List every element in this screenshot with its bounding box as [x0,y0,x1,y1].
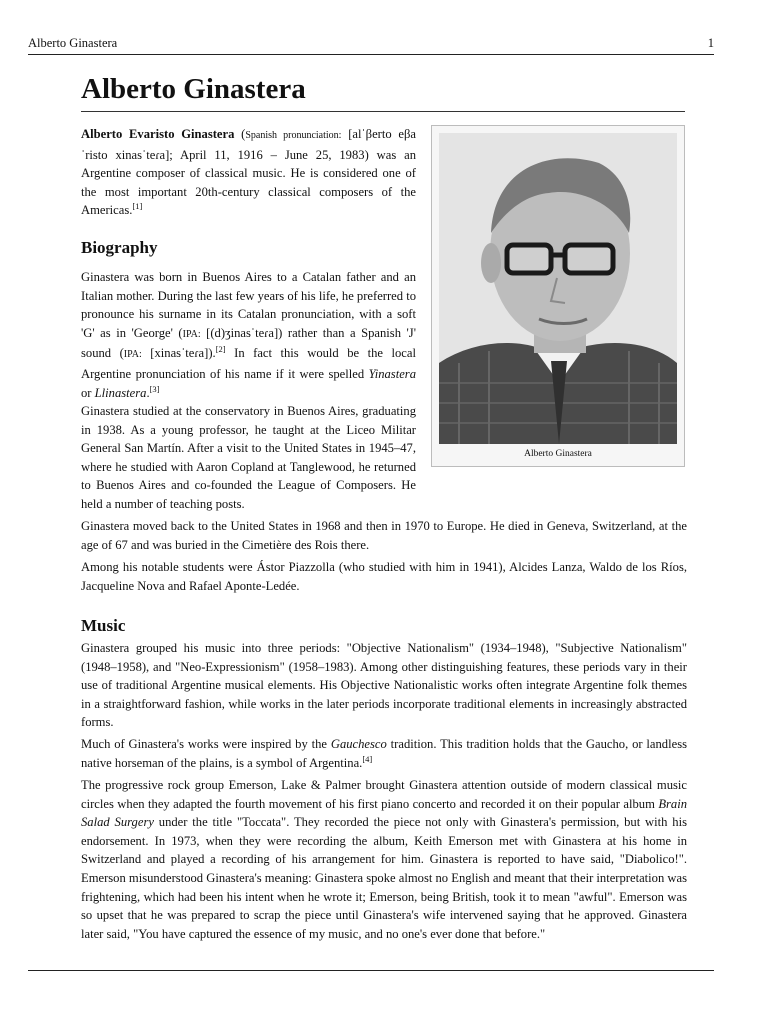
biography-paragraph-3: Ginastera moved back to the United States in 1968 and then in 1970 to Europe. He died in Geneva, Switzerland, at the age of 67 and was buried in the Cimetière des Rois there. [81,519,687,552]
biography-paragraph-1: Ginastera was born in Buenos Aires to a Catalan father and an Italian mother. During the last few years of his life, he preferred to pronounce his surname in its Catalan pronunciation, with a soft 'G' as in 'George' (IPA: [(d)ʒinasˈteɾa]) rather than a Spanish 'J' sound (IPA: [xinasˈteɾa]).[2] In fact this would be the local Argentine pronunciation of his name if it were spelled Yinastera or Llinastera.[3] [81,270,417,400]
figure-caption: Alberto Ginastera [524,449,592,459]
reference-link[interactable]: [1] [132,201,143,212]
ipa-label: IPA: [123,349,142,361]
music-paragraph-1: Ginastera grouped his music into three periods: "Objective Nationalism" (1934–1948), "Subjective Nationalism" (1948–1958), and "Neo-Expressionism" (1958–1983). Among other distinguishing features, these periods vary in their use of traditional Argentine musical elements. His Objective Nationalistic works often integrate Argentine folk themes in a straightforward fashion, while works in the later periods incorporate traditional elements in increasingly abstracted forms. [81,641,687,730]
article-title: Alberto Ginastera [81,73,306,105]
album-title: Brain Salad Surgery [81,796,687,830]
page-header [28,36,714,54]
music-paragraph-2: Much of Ginastera's works were inspired by the Gauchesco tradition. This tradition holds that the Gaucho, or landless native horseman of the plains, is a symbol of Argentina.[4] [81,737,687,770]
subject-name: Alberto Evaristo Ginastera [81,127,235,141]
music-paragraph-3: The progressive rock group Emerson, Lake & Palmer brought Ginastera attention outside of modern classical music circles when they adapted the fourth movement of his first piano concerto and recorded it on their popular album Brain Salad Surgery under the title "Toccata". They recorded the piece not only with Ginastera's permission, but with his endorsement. In 1973, when they were recording the album, Keith Emerson met with Ginastera at his home in Switzerland and played a recording of his arrangement for him. Ginastera is reported to have said, "Diabolico!". Emerson misunderstood Ginastera's meaning: Ginastera spoke almost no English and meant that their interpretation was frightening, which had been his intent when he wrote it; Emerson, being British, took it to mean "awful". Emerson was so upset that he was prepared to scrap the piece until Ginastera's wife intervened saying that he approved. Ginastera later said, "You have captured the essence of my music, and no one's ever done that before." [81,778,687,941]
portrait-figure [431,125,685,467]
reference-link[interactable]: [4] [362,753,373,764]
portrait-photo [439,133,677,444]
section-heading-biography: Biography [81,238,158,257]
footer-rule [28,970,714,971]
reference-link[interactable]: [2] [215,344,226,355]
intro-paragraph: Alberto Evaristo Ginastera (Spanish pronunciation: [alˈβerto eβaˈristo xinasˈteɾa]; April 11, 1916 – June 25, 1983) was an Argentine composer of classical music. He is considered one of the most important 20th-century classical composers of the Americas.[1] [81,127,416,218]
reference-link[interactable]: [3] [149,383,160,394]
section-heading-music: Music [81,616,126,635]
biography-paragraph-4: Among his notable students were Ástor Piazzolla (who studied with him in 1941), Alcides Lanza, Waldo de los Ríos, Jacqueline Nova and Rafael Aponte-Ledée. [81,560,687,593]
running-header-title: Alberto Ginastera [28,36,118,50]
title-rule [81,111,685,112]
portrait-illustration [439,133,677,444]
ipa-label: IPA: [182,328,201,340]
biography-paragraph-2: Ginastera studied at the conservatory in Buenos Aires, graduating in 1938. As a young professor, he taught at the Liceo Militar General San Martín. After a visit to the United States in 1945–47, where he studied with Aaron Copland at Tanglewood, he returned to Buenos Aires and co-founded the League of Composers. He held a number of teaching posts. [81,404,416,511]
page-number: 1 [707,36,714,50]
pronunciation-label: Spanish pronunciation: [245,130,342,141]
header-rule [28,54,714,55]
